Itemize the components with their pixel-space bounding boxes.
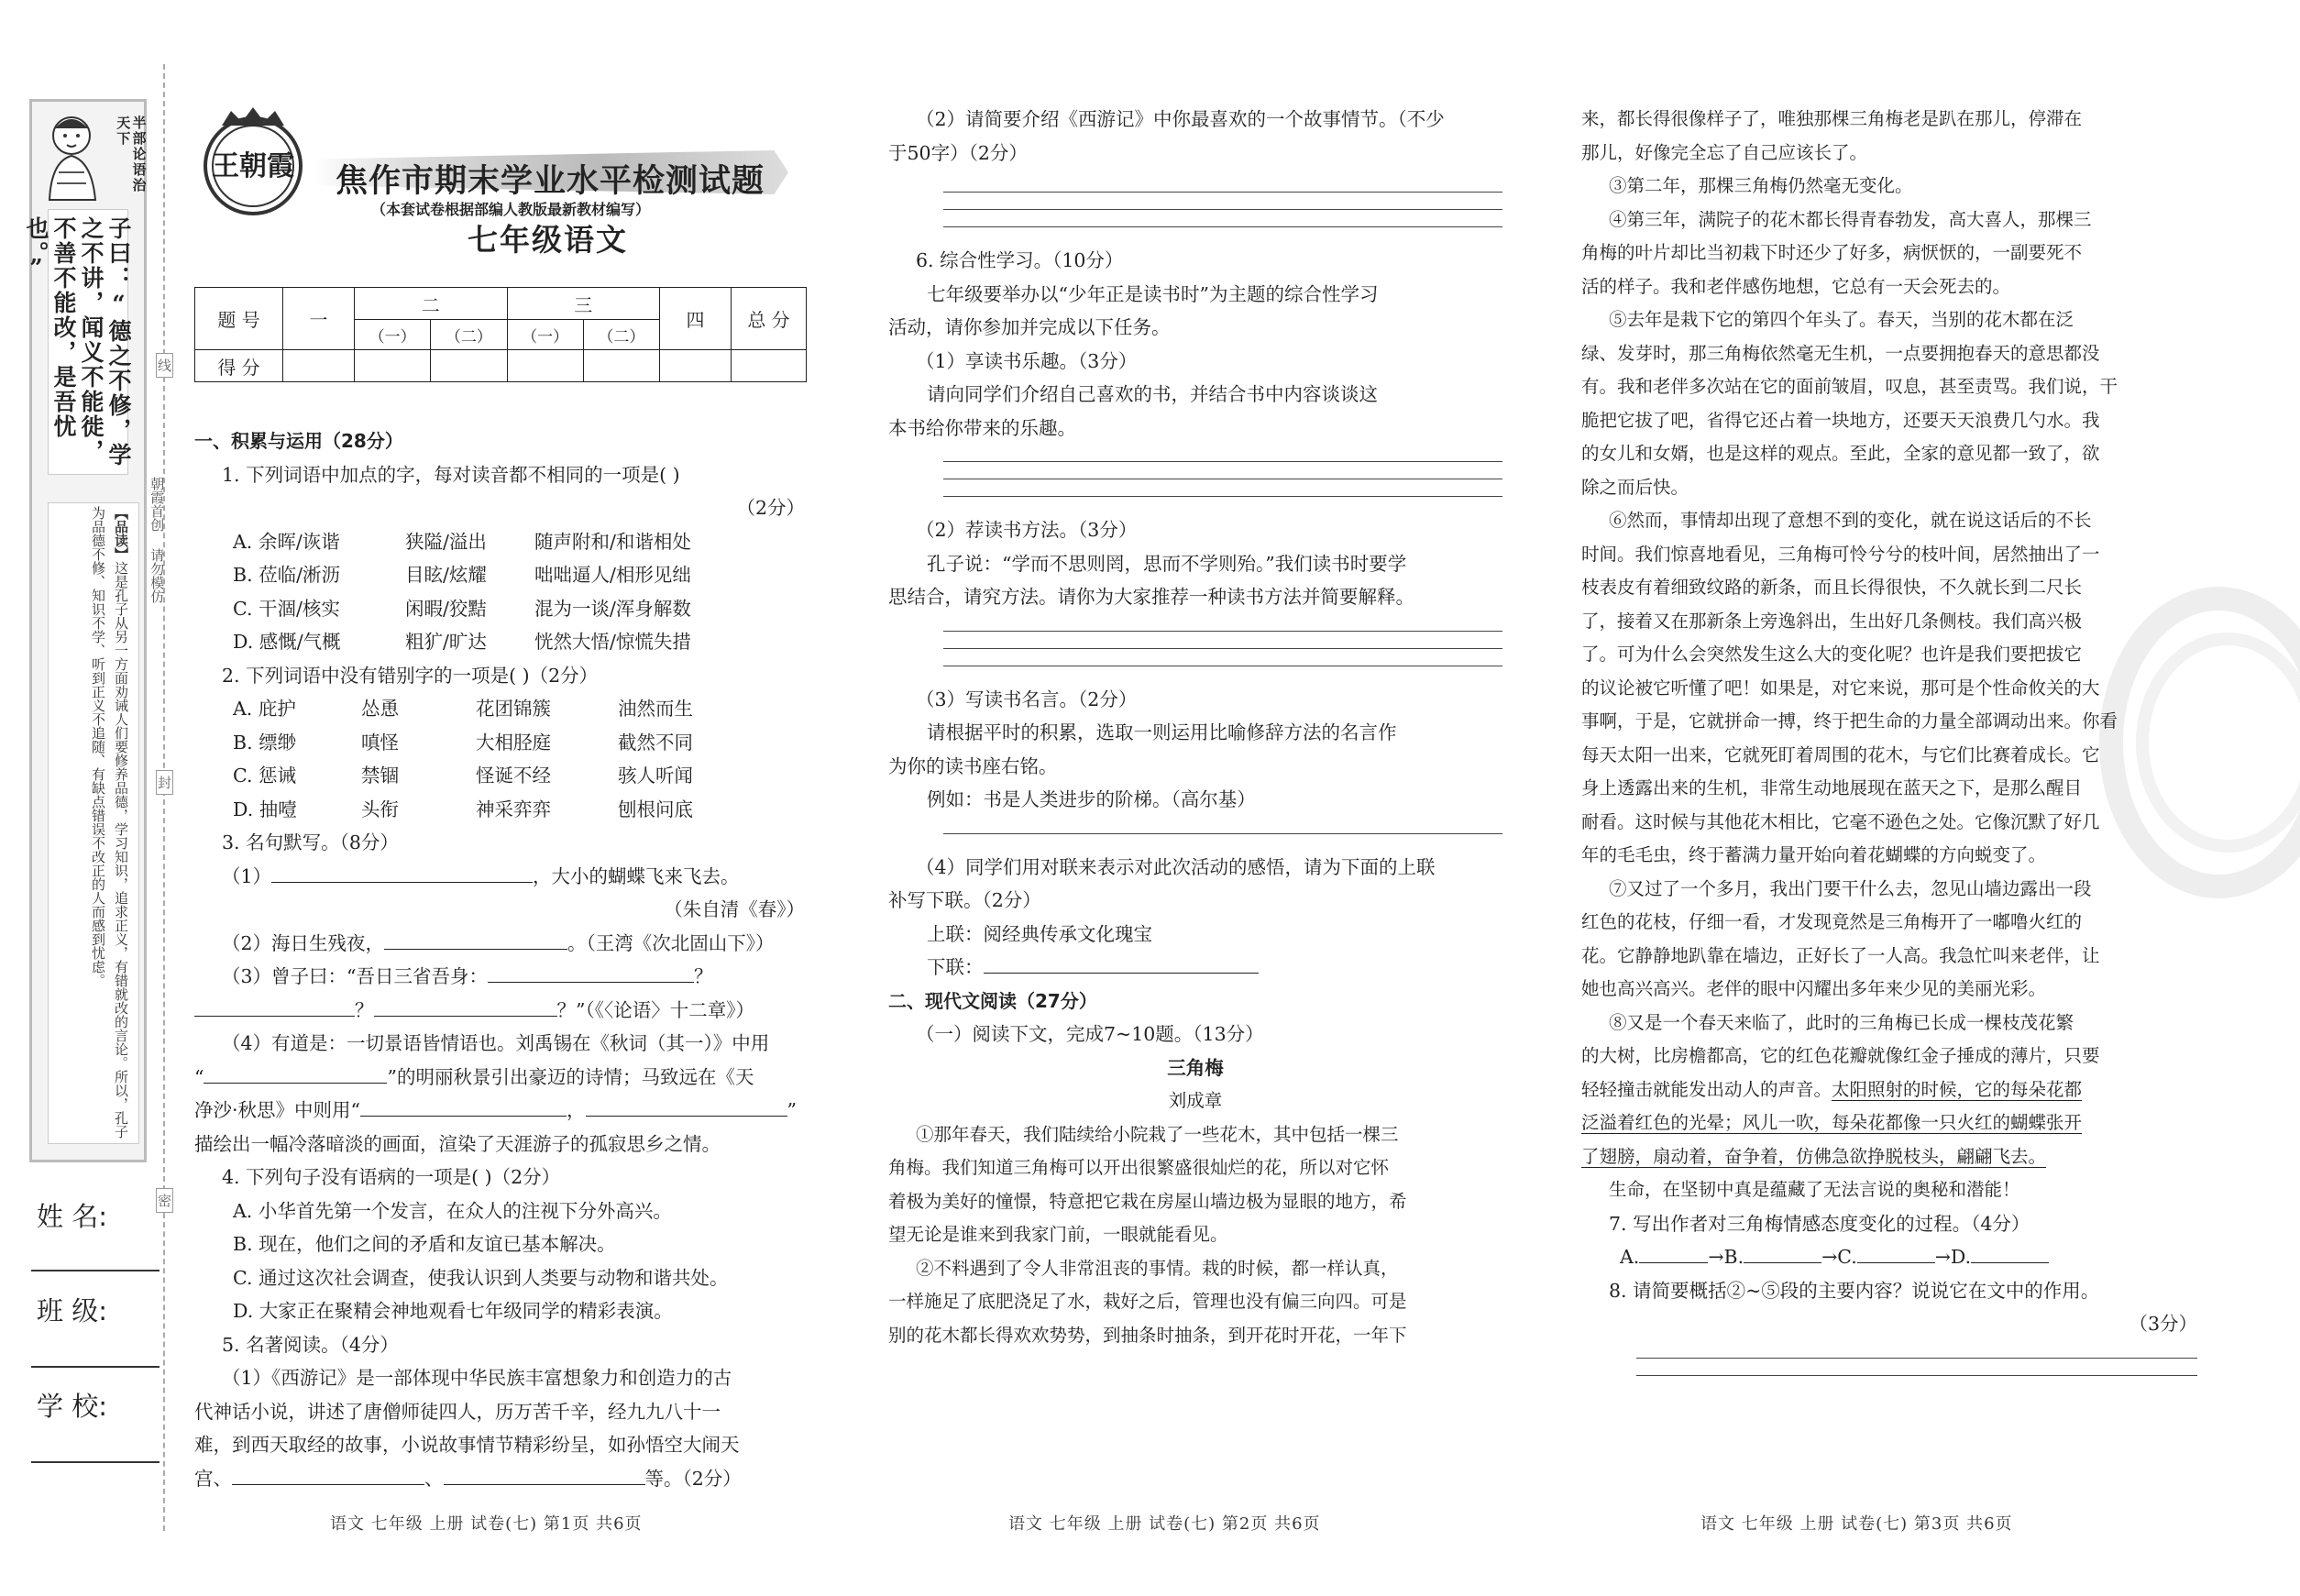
q4-option-a: A. 小华首先第一个发言，在众人的注视下分外高兴。 xyxy=(233,1199,672,1222)
score-header-4: 四 xyxy=(660,288,732,350)
story-p1-line: ①那年春天，我们陆续给小院栽了一些花木，其中包括一棵三 xyxy=(916,1123,1399,1145)
page-footer-2: 语文 七年级 上册 试卷(七) 第2页 共6页 xyxy=(1008,1514,1321,1534)
answer-blank[interactable] xyxy=(1744,1262,1821,1263)
story-p3: ③第二年，那棵三角梅仍然毫无变化。 xyxy=(1609,175,1913,196)
story-p8-line: ⑧又是一个春天来临了，此时的三角梅已长成一棵枝茂花繁 xyxy=(1609,1011,2074,1033)
underlined-sentence: 太阳照射的时候，它的每朵花都 xyxy=(1832,1078,2083,1100)
section-2-1: （一）阅读下文，完成7~10题。（13分） xyxy=(916,1023,1264,1045)
name-label: 姓 名: xyxy=(37,1201,107,1232)
score-header-1: 一 xyxy=(283,288,355,350)
answer-line[interactable] xyxy=(943,833,1502,834)
story-p6-line: 身上透露出来的生机，非常生动地展现在蓝天之下，是那么醒目 xyxy=(1581,777,2083,798)
page-footer-3: 语文 七年级 上册 试卷(七) 第3页 共6页 xyxy=(1700,1514,2013,1534)
motto-title: 半部论语治天下 xyxy=(115,116,148,193)
q1-option-c: C. 干涸/核实 闲暇/狡黠 混为一谈/浑身解数 xyxy=(233,597,691,620)
q3-line-1: （1） ，大小的蝴蝶飞来飞去。 xyxy=(222,864,740,887)
question-5: 5. 名著阅读。（4分） xyxy=(222,1333,399,1356)
score-header-3: 三 xyxy=(507,288,660,320)
story-p6-line: 的议论被它听懂了吧！如果是，对它来说，那可是个性命攸关的大 xyxy=(1581,677,2100,699)
score-table xyxy=(194,287,807,382)
story-p6-line: 每天太阳一出来，它就死盯着周围的花木，与它们比赛着成长。它 xyxy=(1581,743,2100,765)
story-p5-line: 的女儿和女婿，也是这样的观点。至此，全家的意见都一致了，欲 xyxy=(1581,443,2100,464)
q6-1: （1）享读书乐趣。（3分） xyxy=(916,349,1138,372)
question-1-score: （2分） xyxy=(736,497,805,519)
q6-3-b: 为你的读书座右铭。 xyxy=(888,754,1058,777)
q6-3: （3）写读书名言。（2分） xyxy=(916,688,1138,710)
q3-line-4c: 净沙·秋思》中则用“ ， ” xyxy=(194,1099,797,1121)
q5-2-text-b: 于50字）（2分） xyxy=(888,141,1028,164)
q6-4-d: 下联： xyxy=(888,951,1502,985)
answer-blank[interactable] xyxy=(360,1116,567,1117)
q6-4-b: 补写下联。（2分） xyxy=(888,889,1041,911)
review-body: 这是孔子从另一方面劝诫人们要修养品德，学习知识，追求正义，有错就改的言论。所以，孔子为品德不修、知识不学、听到正义不追随、有缺点错误不改正的人而感到忧虑。 xyxy=(90,506,129,1139)
q6-1-b: 本书给你带来的乐趣。 xyxy=(888,416,1076,439)
answer-line[interactable] xyxy=(943,631,1502,632)
question-4: 4. 下列句子没有语病的一项是( )（2分） xyxy=(222,1166,561,1188)
underlined-sentence: 泛溢着红色的光晕；风儿一吹，每朵花都像一只火红的蝴蝶张开 xyxy=(1581,1112,2083,1133)
story-p1-line: 角梅。我们知道三角梅可以开出很繁盛很灿烂的花，所以对它怀 xyxy=(888,1157,1390,1178)
story-p1-line: 望无论是谁来到我家门前，一眼就能看见。 xyxy=(888,1224,1228,1245)
answer-line[interactable] xyxy=(943,648,1502,649)
underlined-sentence: 了翅膀，扇动着，奋争着，仿佛急欲挣脱枝头，翩翩飞去。 xyxy=(1581,1145,2047,1167)
page-2-column xyxy=(888,103,1502,1352)
review-label: 【品读】 xyxy=(113,506,129,561)
logo-text: 王朝霞 xyxy=(212,150,294,182)
story-p2-cont: 来，都长得很像样子了，唯独那棵三角梅老是趴在那儿，停滞在 xyxy=(1581,108,2083,129)
story-p6-line: 事啊，于是，它就拼命一搏，终于把生命的力量全部调动出来。你看 xyxy=(1581,710,2118,732)
story-p6-line: 了。可为什么会突然发生这么大的变化呢？也许是我们要把拔它 xyxy=(1581,644,2083,665)
cut-label-secret: 密 xyxy=(156,1188,173,1213)
page-1-column xyxy=(194,424,805,1495)
q6-1-a: 请向同学们介绍自己喜欢的书，并结合书中内容谈谈这 xyxy=(927,383,1378,405)
answer-line[interactable] xyxy=(1636,1375,2197,1376)
answer-line[interactable] xyxy=(943,209,1502,210)
answer-line[interactable] xyxy=(943,496,1502,497)
q6-4-c: 上联：阅经典传承文化瑰宝 xyxy=(927,922,1152,945)
question-8-score: （3分） xyxy=(2129,1313,2197,1335)
q6-intro-2: 活动，请你参加并完成以下任务。 xyxy=(888,316,1171,338)
q5-text-1: （1）《西游记》是一部体现中华民族丰富想象力和创造力的古 xyxy=(222,1367,732,1389)
story-p8-line: 轻轻撞击就能发出动人的声音。太阳照射的时候，它的每朵花都 xyxy=(1581,1078,2083,1100)
q7-answer-row: A. →B. →C. →D. xyxy=(1581,1240,2197,1274)
score-sub-3-2: （二） xyxy=(583,320,659,350)
story-p1-line: 着极为美好的憧憬，特意把它栽在房屋山墙边极为显眼的地方，希 xyxy=(888,1190,1407,1212)
answer-blank[interactable] xyxy=(984,973,1259,974)
answer-blank[interactable] xyxy=(444,1484,645,1485)
story-p6-line: 了，接着又在那新条上旁逸斜出，生出好几条侧枝。我们高兴极 xyxy=(1581,610,2083,632)
answer-blank[interactable] xyxy=(1857,1262,1935,1263)
q6-3-a: 请根据平时的积累，选取一则运用比喻修辞方法的名言作 xyxy=(927,721,1397,743)
cut-label-line: 线 xyxy=(156,353,173,378)
score-header-2: 二 xyxy=(355,288,508,320)
confucius-avatar-icon xyxy=(35,108,112,205)
q1-option-a: A. 余晖/诙谐 狭隘/溢出 随声附和/和谐相处 xyxy=(233,530,691,553)
exam-subtitle: （本套试卷根据部编人教版最新教材编写） xyxy=(371,201,651,218)
exam-title: 焦作市期末学业水平检测试题 xyxy=(336,163,765,200)
score-cell[interactable] xyxy=(732,350,807,382)
q1-option-b: B. 莅临/淅沥 目眩/炫耀 咄咄逼人/相形见绌 xyxy=(233,564,691,586)
class-input[interactable] xyxy=(31,1366,160,1368)
answer-blank[interactable] xyxy=(384,949,567,950)
section-heading: 一、积累与运用（28分） xyxy=(194,430,403,452)
confucius-quote: 子曰：“德之不修，学之不讲，闻义不能徙，不善不能改，是吾忧也。” xyxy=(23,216,132,468)
answer-blank[interactable] xyxy=(194,1016,355,1017)
score-cell[interactable] xyxy=(660,350,732,382)
name-input[interactable] xyxy=(31,1270,160,1271)
q6-4-a: （4）同学们用对联来表示对此次活动的感悟，请为下面的上联 xyxy=(916,855,1436,878)
question-2: 2. 下列词语中没有错别字的一项是( )（2分） xyxy=(222,664,599,687)
score-cell[interactable] xyxy=(583,350,659,382)
score-cell[interactable] xyxy=(431,350,507,382)
section-heading-2: 二、现代文阅读（27分） xyxy=(888,989,1097,1012)
story-p6-line: 时间。我们惊喜地看见，三角梅可怜兮兮的枝叶间，居然抽出了一 xyxy=(1581,543,2100,565)
answer-blank[interactable] xyxy=(1971,1262,2049,1263)
story-p8-line xyxy=(1581,1140,2197,1174)
question-6: 6. 综合性学习。（10分） xyxy=(916,249,1124,271)
story-p7-line: ⑦又过了一个多月，我出门要干什么去，忽见山墙边露出一段 xyxy=(1609,877,2092,899)
school-label: 学 校: xyxy=(37,1391,107,1422)
story-p2-line: 一样施足了底肥浇足了水，栽好之后，管理也没有偏三向四。可是 xyxy=(888,1291,1407,1312)
publisher-logo-icon xyxy=(194,105,314,225)
answer-blank[interactable] xyxy=(204,1083,387,1084)
q3-source-1: （朱自清《春》） xyxy=(664,898,805,920)
q3-line-3: （3）曾子曰：“吾日三省吾身： ？ xyxy=(222,965,713,987)
answer-line[interactable] xyxy=(943,226,1502,227)
answer-blank[interactable] xyxy=(586,1116,787,1117)
exam-grade: 七年级语文 xyxy=(468,222,628,258)
story-p5-line: 脆把它拔了吧，省得它还占着一块地方，还要天天浪费几勺水。我 xyxy=(1581,409,2100,431)
q3-line-4: （4）有道是：一切景语皆情语也。刘禹锡在《秋词（其一）》中用 xyxy=(222,1032,770,1054)
story-p5-line: 除之而后快。 xyxy=(1581,476,1689,498)
story-p8-line: 的大树，比房檐都高，它的红色花瓣就像红金子捶成的薄片，只要 xyxy=(1581,1045,2100,1066)
story-p6-line: 枝表皮有着细致纹路的新条，而且长得很快，不久就长到二尺长 xyxy=(1581,577,2083,598)
answer-line[interactable] xyxy=(1636,1358,2197,1359)
story-p7-line: 她也高兴高兴。老伴的眼中闪耀出多年来少见的美丽光彩。 xyxy=(1581,978,2047,999)
answer-blank[interactable] xyxy=(374,1016,557,1017)
story-p6-line: 年的毛毛虫，终于蓄满力量开始向着花蝴蝶的方向蜕变了。 xyxy=(1581,844,2047,865)
story-p4-line: 角梅的叶片却比当初栽下时还少了好多，病恹恹的，一副要死不 xyxy=(1581,242,2083,263)
score-cell[interactable] xyxy=(507,350,583,382)
q4-option-d: D. 大家正在聚精会神地观看七年级同学的精彩表演。 xyxy=(233,1300,673,1322)
question-7: 7. 写出作者对三角梅情感态度变化的过程。（4分） xyxy=(1609,1212,2030,1235)
story-p9: 生命，在坚韧中真是蕴藏了无法言说的奥秘和潜能！ xyxy=(1609,1179,2020,1200)
score-sub-2-2: （二） xyxy=(431,320,507,350)
score-sub-2-1: （一） xyxy=(355,320,431,350)
story-author: 刘成章 xyxy=(1168,1090,1223,1111)
story-p2-line: ②不料遇到了令人非常沮丧的事情。栽的时候，都一样认真， xyxy=(916,1257,1399,1279)
q1-option-d: D. 感慨/气概 粗犷/旷达 恍然大悟/惊慌失措 xyxy=(233,631,691,653)
question-1: 1. 下列词语中加点的字，每对读音都不相同的一项是( ) xyxy=(222,463,680,486)
school-input[interactable] xyxy=(31,1461,160,1463)
story-p6-line: ⑥然而，事情却出现了意想不到的变化，就在说这话后的不长 xyxy=(1609,510,2092,531)
question-3: 3. 名句默写。（8分） xyxy=(222,831,399,853)
story-p4-line: 活的样子。我和老伴感伤地想，它总有一天会死去的。 xyxy=(1581,275,2011,297)
score-header-total: 总 分 xyxy=(732,288,807,350)
review-text xyxy=(55,506,132,1139)
question-8: 8. 请简要概括②~⑤段的主要内容？说说它在文中的作用。 xyxy=(1609,1279,2100,1302)
story-p7-line: 红色的花枝，仔细一看，才发现竟然是三角梅开了一嘟噜火红的 xyxy=(1581,911,2083,932)
q5-text-4: 宫、 、 等。（2分） xyxy=(194,1467,742,1490)
page-3-column xyxy=(1581,103,2197,1392)
q2-option-c: C. 惩诫 禁锢 怪诞不经 骇人听闻 xyxy=(233,765,693,787)
q2-option-a: A. 庇护 怂恿 花团锦簇 油然而生 xyxy=(233,698,693,720)
q3-line-3b: ？ ？”（《〈论语〉十二章》） xyxy=(194,994,805,1028)
story-p4-line: ④第三年，满院子的花木都长得青春勃发，高大喜人，那棵三 xyxy=(1609,208,2092,230)
story-p8-line xyxy=(1581,1106,2197,1140)
story-p5-line: ⑤去年是栽下它的第四个年头了。春天，当别的花木都在泛 xyxy=(1609,309,2074,330)
story-p2-cont: 那儿，好像完全忘了自己应该长了。 xyxy=(1581,141,1868,163)
q5-text-2: 代神话小说，讲述了唐僧师徒四人，历万苦千辛，经九九八十一 xyxy=(194,1400,721,1423)
vertical-note: 朝霞首创 请勿模仿 xyxy=(149,477,166,603)
answer-blank[interactable] xyxy=(488,982,694,983)
story-title: 三角梅 xyxy=(1167,1056,1224,1079)
cut-line xyxy=(163,64,165,1531)
q2-option-d: D. 抽噎 头衔 神采弈弈 刨根问底 xyxy=(233,798,693,820)
q4-option-c: C. 通过这次社会调查，使我认识到人类要与动物和谐共处。 xyxy=(233,1266,729,1289)
answer-blank[interactable] xyxy=(232,1484,424,1485)
q6-3-c: 例如：书是人类进步的阶梯。（高尔基） xyxy=(927,788,1256,810)
story-p6-line: 耐看。这时候与其他花木相比，它毫不逊色之处。它像沉默了好几 xyxy=(1581,810,2100,832)
answer-blank[interactable] xyxy=(1639,1262,1708,1263)
answer-line[interactable] xyxy=(943,461,1502,462)
answer-line[interactable] xyxy=(943,192,1502,193)
class-label: 班 级: xyxy=(37,1295,107,1326)
story-p7-line: 花。它静静地趴靠在墙边，正好长了一人高。我急忙叫来老伴，让 xyxy=(1581,944,2100,966)
q6-intro-1: 七年级要举办以“少年正是读书时”为主题的综合性学习 xyxy=(927,282,1379,305)
q3-line-2: （2）海日生残夜， 。（王湾《次北固山下》） xyxy=(222,931,775,954)
answer-blank[interactable] xyxy=(271,882,533,883)
q6-2-a: 孔子说：“学而不思则罔，思而不学则殆。”我们读书时要学 xyxy=(927,552,1407,575)
q4-option-b: B. 现在，他们之间的矛盾和友谊已基本解决。 xyxy=(233,1233,616,1255)
score-cell[interactable] xyxy=(283,350,355,382)
q3-line-4d: 描绘出一幅冷落暗淡的画面，渲染了天涯游子的孤寂思乡之情。 xyxy=(194,1132,721,1155)
q6-2-b: 思结合，请究方法。请你为大家推荐一种读书方法并简要解释。 xyxy=(888,586,1414,608)
q2-option-b: B. 缥缈 嗔怪 大相胫庭 截然不同 xyxy=(233,731,693,754)
q6-2: （2）荐读书方法。（3分） xyxy=(916,519,1138,541)
score-header-label: 题 号 xyxy=(195,288,283,350)
score-sub-3-1: （一） xyxy=(507,320,583,350)
score-cell[interactable] xyxy=(355,350,431,382)
story-p5-line: 有。我和老伴多次站在它的面前皱眉，叹息，甚至责骂。我们说，干 xyxy=(1581,376,2118,397)
q5-text-3: 难，到西天取经的故事，小说故事情节精彩纷呈，如孙悟空大闹天 xyxy=(194,1434,740,1456)
story-p5-line: 绿、发芽时，那三角梅依然毫无生机，一点要拥抱春天的意思都没 xyxy=(1581,342,2100,364)
q3-line-4b: “ ”的明丽秋景引出豪迈的诗情；马致远在《天 xyxy=(194,1065,754,1088)
cut-label-seal: 封 xyxy=(156,770,173,795)
page-footer-1: 语文 七年级 上册 试卷(七) 第1页 共6页 xyxy=(330,1514,643,1534)
score-row-label: 得 分 xyxy=(195,350,283,382)
story-p2-line: 别的花木都长得欢欢势势，到抽条时抽条，到开花时开花，一年下 xyxy=(888,1324,1407,1346)
q5-2-text: （2）请简要介绍《西游记》中你最喜欢的一个故事情节。（不少 xyxy=(916,108,1445,130)
